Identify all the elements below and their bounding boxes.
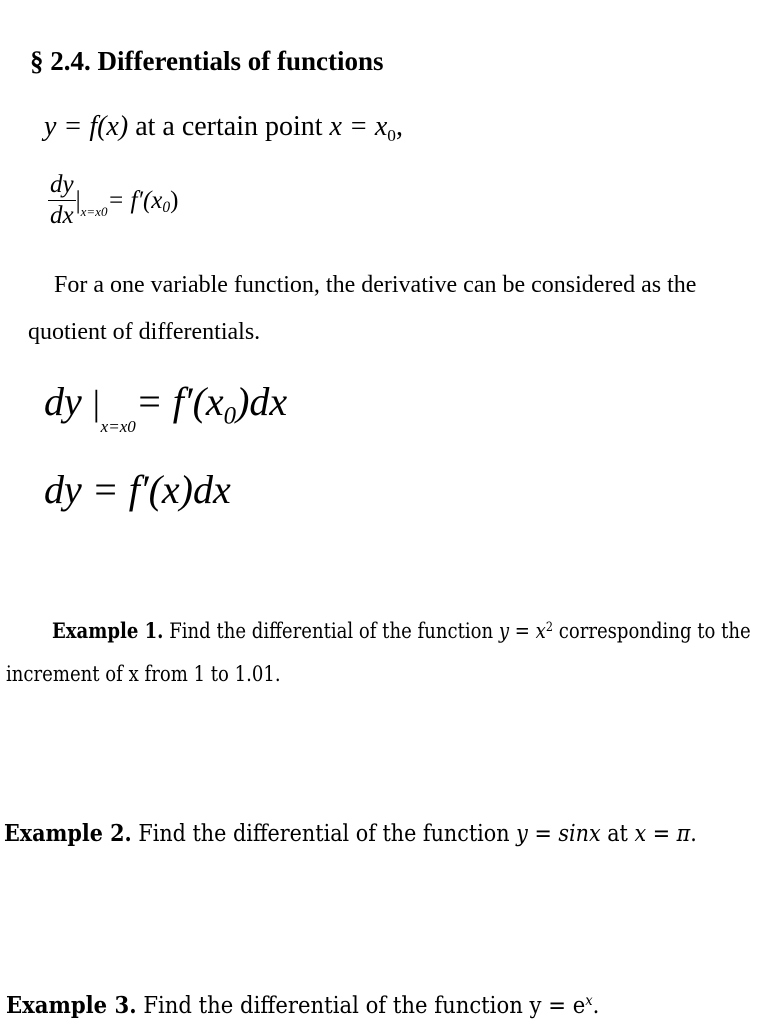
fraction-numerator: dy xyxy=(48,172,76,201)
evaluation-subscript: x=x0 xyxy=(100,417,136,436)
derivative-rhs: = f′(x xyxy=(107,186,163,214)
equation1-lhs: dy xyxy=(44,379,82,424)
example-2-end: . xyxy=(690,821,697,847)
example-1-label: Example 1. xyxy=(52,618,164,643)
intro-end: , xyxy=(395,111,403,142)
equation1-end: )dx xyxy=(236,379,288,424)
example-2-expression: y = sinx xyxy=(516,821,601,847)
example-1-text: Find the differential of the function xyxy=(163,619,499,643)
evaluation-bar: | xyxy=(81,383,101,423)
derivative-rhs-subscript: 0 xyxy=(162,198,171,216)
example-1-line-1 xyxy=(52,618,751,643)
example-1-text-end: corresponding to the xyxy=(552,619,751,643)
derivative-fraction xyxy=(48,172,76,230)
intro-line xyxy=(44,111,403,146)
example-1-expression: y = x xyxy=(498,619,546,643)
example-3-superscript: x xyxy=(585,993,593,1010)
point-subscript: 0 xyxy=(387,126,396,146)
equation1-subscript: 0 xyxy=(223,402,237,430)
example-2-point: x = π xyxy=(634,821,691,847)
example-2 xyxy=(4,820,697,847)
differential-at-point-equation xyxy=(44,378,288,436)
evaluation-subscript: x=x0 xyxy=(80,204,108,220)
point-expression: x = x xyxy=(329,111,388,142)
evaluation-bar: | xyxy=(75,186,81,214)
example-2-text-mid: at xyxy=(600,821,635,847)
section-title: § 2.4. Differentials of functions xyxy=(30,46,384,76)
example-3 xyxy=(6,992,599,1019)
differential-equation: dy = f′(x)dx xyxy=(44,467,231,512)
paragraph-line-2: quotient of differentials. xyxy=(28,319,261,345)
example-1-line-2: increment of x from 1 to 1.01. xyxy=(6,662,281,686)
function-expression: y = f(x) xyxy=(44,111,129,142)
derivative-formula xyxy=(48,172,178,230)
example-3-label: Example 3. xyxy=(6,992,137,1019)
example-3-expression: y = e xyxy=(529,993,586,1019)
example-3-text: Find the differential of the function xyxy=(136,993,530,1019)
intro-text: at a certain point xyxy=(128,111,330,142)
derivative-rhs-end: ) xyxy=(170,186,179,214)
paragraph-line-1: For a one variable function, the derivative can be considered as the xyxy=(54,272,697,298)
example-1-superscript: 2 xyxy=(545,619,553,635)
fraction-denominator: dx xyxy=(50,202,74,230)
example-2-label: Example 2. xyxy=(4,820,132,847)
example-2-text: Find the differential of the function xyxy=(131,821,517,847)
example-3-end: . xyxy=(592,993,600,1019)
equation1-rhs: = f′(x xyxy=(135,379,224,424)
